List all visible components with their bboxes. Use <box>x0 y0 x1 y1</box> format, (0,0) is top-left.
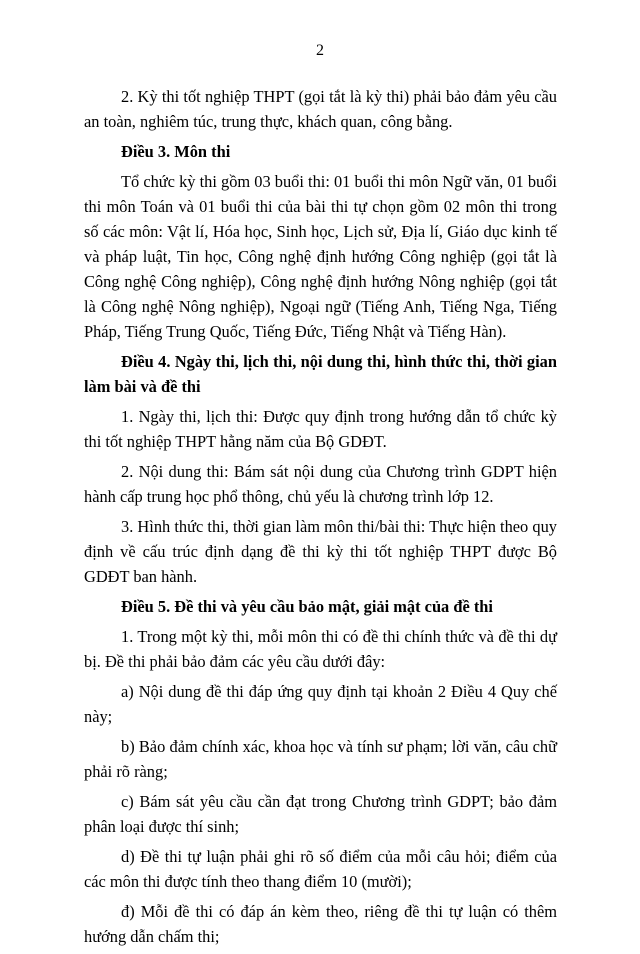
article-4-heading: Điều 4. Ngày thi, lịch thi, nội dung thi, hình thức thi, thời gian làm bài và đề thi <box>84 352 557 396</box>
article-4-clause-3: 3. Hình thức thi, thời gian làm môn thi/bài thi: Thực hiện theo quy định về cấu trúc định dạng đề thi kỳ thi tốt nghiệp THPT được Bộ GDĐT ban hành. <box>84 517 557 586</box>
article-4-clause-2: 2. Nội dung thi: Bám sát nội dung của Chương trình GDPT hiện hành cấp trung học phổ thông, chủ yếu là chương trình lớp 12. <box>84 462 557 506</box>
article-3-heading: Điều 3. Môn thi <box>121 142 231 161</box>
article-5-point-a: a) Nội dung đề thi đáp ứng quy định tại khoản 2 Điều 4 Quy chế này; <box>84 682 557 726</box>
clause-2-exam-requirements: 2. Kỳ thi tốt nghiệp THPT (gọi tắt là kỳ thi) phải bảo đảm yêu cầu an toàn, nghiêm túc, trung thực, khách quan, công bằng. <box>84 87 557 131</box>
article-5-heading: Điều 5. Đề thi và yêu cầu bảo mật, giải mật của đề thi <box>121 597 493 616</box>
article-4-clause-1: 1. Ngày thi, lịch thi: Được quy định trong hướng dẫn tổ chức kỳ thi tốt nghiệp THPT hằng năm của Bộ GDĐT. <box>84 407 557 451</box>
article-5-clause-1: 1. Trong một kỳ thi, mỗi môn thi có đề thi chính thức và đề thi dự bị. Đề thi phải bảo đảm các yêu cầu dưới đây: <box>84 627 557 671</box>
page-number: 2 <box>316 42 324 59</box>
article-3-paragraph: Tổ chức kỳ thi gồm 03 buổi thi: 01 buổi thi môn Ngữ văn, 01 buổi thi môn Toán và 01 buổi thi của bài thi tự chọn gồm 02 môn thi trong số các môn: Vật lí, Hóa học, Sinh học, Lịch sử, Địa lí, Giáo dục kinh tế và pháp luật, Tin học, Công nghệ định hướng Công nghiệp (gọi tắt là Công nghệ Công nghiệp), Công nghệ định hướng Nông nghiệp (gọi tắt là Công nghệ Nông nghiệp), Ngoại ngữ (Tiếng Anh, Tiếng Nga, Tiếng Pháp, Tiếng Trung Quốc, Tiếng Đức, Tiếng Nhật và Tiếng Hàn). <box>84 172 557 341</box>
article-5-point-dd: đ) Mỗi đề thi có đáp án kèm theo, riêng đề thi tự luận có thêm hướng dẫn chấm thi; <box>84 902 557 946</box>
article-5-point-d: d) Đề thi tự luận phải ghi rõ số điểm của mỗi câu hỏi; điểm của các môn thi được tính theo thang điểm 10 (mười); <box>84 847 557 891</box>
article-5-point-c: c) Bám sát yêu cầu cần đạt trong Chương trình GDPT; bảo đảm phân loại được thí sinh; <box>84 792 557 836</box>
document-body <box>84 84 557 954</box>
article-5-point-b: b) Bảo đảm chính xác, khoa học và tính sư phạm; lời văn, câu chữ phải rõ ràng; <box>84 737 557 781</box>
